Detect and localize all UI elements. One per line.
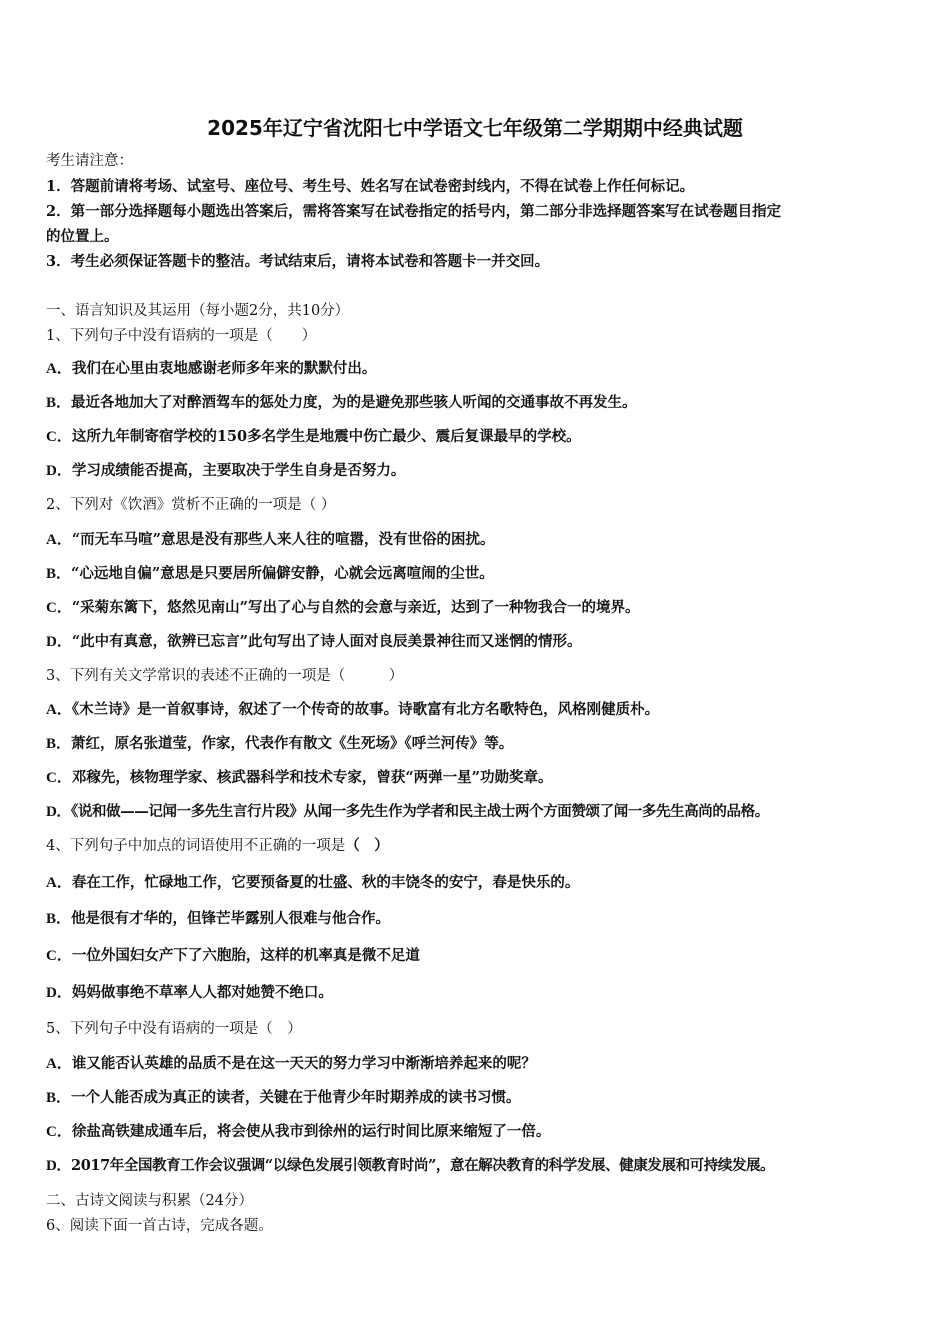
- option-text: 徐盐高铁建成通车后，将会使从我市到徐州的运行时间比原来缩短了一倍。: [71, 1123, 551, 1140]
- option-text: 《木兰诗》是一首叙事诗，叙述了一个传奇的故事。诗歌富有北方名歌特色，风格刚健质朴。: [71, 701, 660, 718]
- option-text: 他是很有才华的，但锋芒毕露别人很难与他合作。: [71, 910, 391, 927]
- question-stem: 3、下列有关文学常识的表述不正确的一项是（ ）: [46, 668, 404, 684]
- option-row: [46, 768, 553, 788]
- option-letter: D．: [46, 985, 72, 1001]
- option-letter: D．: [46, 804, 72, 820]
- question-stem: 5、下列句子中没有语病的一项是（ ）: [46, 1021, 302, 1037]
- option-row: [46, 1156, 774, 1176]
- option-row: [46, 802, 769, 822]
- option-row: [46, 700, 659, 720]
- answer-paren: （ ）: [345, 838, 389, 854]
- notice-item: 1．答题前请将考场、试室号、座位号、考生号、姓名写在试卷密封线内，不得在试卷上作任何标记。: [46, 178, 695, 195]
- option-letter: A．: [46, 875, 72, 891]
- option-row: [46, 564, 494, 584]
- option-letter: C．: [46, 1124, 72, 1140]
- option-letter: C．: [46, 600, 72, 616]
- option-text: “采菊东篱下，悠然见南山”写出了心与自然的会意与亲近，达到了一种物我合一的境界。: [71, 599, 640, 616]
- notice-item: 2．第一部分选择题每小题选出答案后，需将答案写在试卷指定的括号内，第二部分非选择题答案写在试卷题目指定: [46, 203, 782, 220]
- option-row: [46, 1054, 536, 1074]
- option-text: 学习成绩能否提高，主要取决于学生自身是否努力。: [71, 462, 406, 479]
- option-row: [46, 1088, 521, 1108]
- option-text: 春在工作，忙碌地工作，它要预备夏的壮盛、秋的丰饶冬的安宁，春是快乐的。: [71, 874, 580, 891]
- option-row: [46, 873, 579, 893]
- option-row: [46, 946, 420, 966]
- option-text: 2017年全国教育工作会议强调“以绿色发展引领教育时尚”，意在解决教育的科学发展、健康发展和可持续发展。: [71, 1157, 775, 1174]
- option-text: “此中有真意，欲辨已忘言”此句写出了诗人面对良辰美景神往而又迷惘的情形。: [71, 633, 582, 650]
- option-text: 妈妈做事绝不草率人人都对她赞不绝口。: [71, 984, 333, 1001]
- page-title: 2025年辽宁省沈阳七中学语文七年级第二学期期中经典试题: [207, 116, 743, 140]
- option-row: [46, 359, 376, 379]
- question-stem-row: [46, 836, 389, 856]
- option-text: 《说和做——记闻一多先生言行片段》从闻一多先生作为学者和民主战士两个方面赞颂了闻一多先生高尚的品格。: [71, 803, 769, 820]
- option-row: [46, 393, 637, 413]
- option-text: 谁又能否认英雄的品质不是在这一天天的努力学习中渐渐培养起来的呢？: [71, 1055, 536, 1072]
- question-stem: 4、下列句子中加点的词语使用不正确的一项是: [46, 838, 346, 854]
- section-heading: 一、语言知识及其运用（每小题2分，共10分）: [46, 303, 350, 319]
- question-stem: 2、下列对《饮酒》赏析不正确的一项是（ ）: [46, 497, 336, 513]
- option-letter: D．: [46, 463, 72, 479]
- option-letter: B．: [46, 736, 72, 752]
- option-row: [46, 427, 581, 447]
- option-letter: C．: [46, 770, 72, 786]
- section-heading: 二、古诗文阅读与积累（24分）: [46, 1193, 253, 1209]
- option-text: 最近各地加大了对醉酒驾车的惩处力度，为的是避免那些骇人听闻的交通事故不再发生。: [71, 394, 637, 411]
- option-text: 一个人能否成为真正的读者，关键在于他青少年时期养成的读书习惯。: [71, 1089, 521, 1106]
- option-row: [46, 530, 495, 550]
- option-row: [46, 1122, 550, 1142]
- option-text: 一位外国妇女产下了六胞胎，这样的机率真是微不足道: [71, 947, 420, 964]
- option-text: 我们在心里由衷地感谢老师多年来的默默付出。: [71, 360, 377, 377]
- option-letter: B．: [46, 566, 72, 582]
- option-row: [46, 598, 640, 618]
- option-letter: A．: [46, 361, 72, 377]
- option-row: [46, 461, 405, 481]
- option-letter: B．: [46, 911, 72, 927]
- option-text: “心远地自偏”意思是只要居所偏僻安静，心就会远离喧闹的尘世。: [71, 565, 494, 582]
- option-text: 这所九年制寄宿学校的150多名学生是地震中伤亡最少、震后复课最早的学校。: [71, 428, 581, 445]
- option-row: [46, 632, 582, 652]
- notice-heading: 考生请注意：: [46, 153, 133, 169]
- option-letter: C．: [46, 948, 72, 964]
- option-letter: B．: [46, 395, 72, 411]
- option-letter: A．: [46, 532, 72, 548]
- question-stem: 6、阅读下面一首古诗，完成各题。: [46, 1218, 273, 1234]
- option-row: [46, 909, 390, 929]
- option-letter: C．: [46, 429, 72, 445]
- option-text: 萧红，原名张道莹，作家，代表作有散文《生死场》《呼兰河传》等。: [71, 735, 514, 752]
- option-letter: A．: [46, 1056, 72, 1072]
- option-text: “而无车马喧”意思是没有那些人来人往的喧嚣，没有世俗的困扰。: [71, 531, 495, 548]
- option-letter: B．: [46, 1090, 72, 1106]
- notice-item: 的位置上。: [46, 228, 119, 245]
- option-row: [46, 983, 333, 1003]
- option-row: [46, 734, 513, 754]
- option-letter: D．: [46, 634, 72, 650]
- question-stem: 1、下列句子中没有语病的一项是（ ）: [46, 328, 317, 344]
- notice-item: 3．考生必须保证答题卡的整洁。考试结束后，请将本试卷和答题卡一并交回。: [46, 253, 550, 270]
- option-text: 邓稼先，核物理学家、核武器科学和技术专家，曾获“两弹一星”功勋奖章。: [71, 769, 553, 786]
- option-letter: A．: [46, 702, 72, 718]
- option-letter: D．: [46, 1158, 72, 1174]
